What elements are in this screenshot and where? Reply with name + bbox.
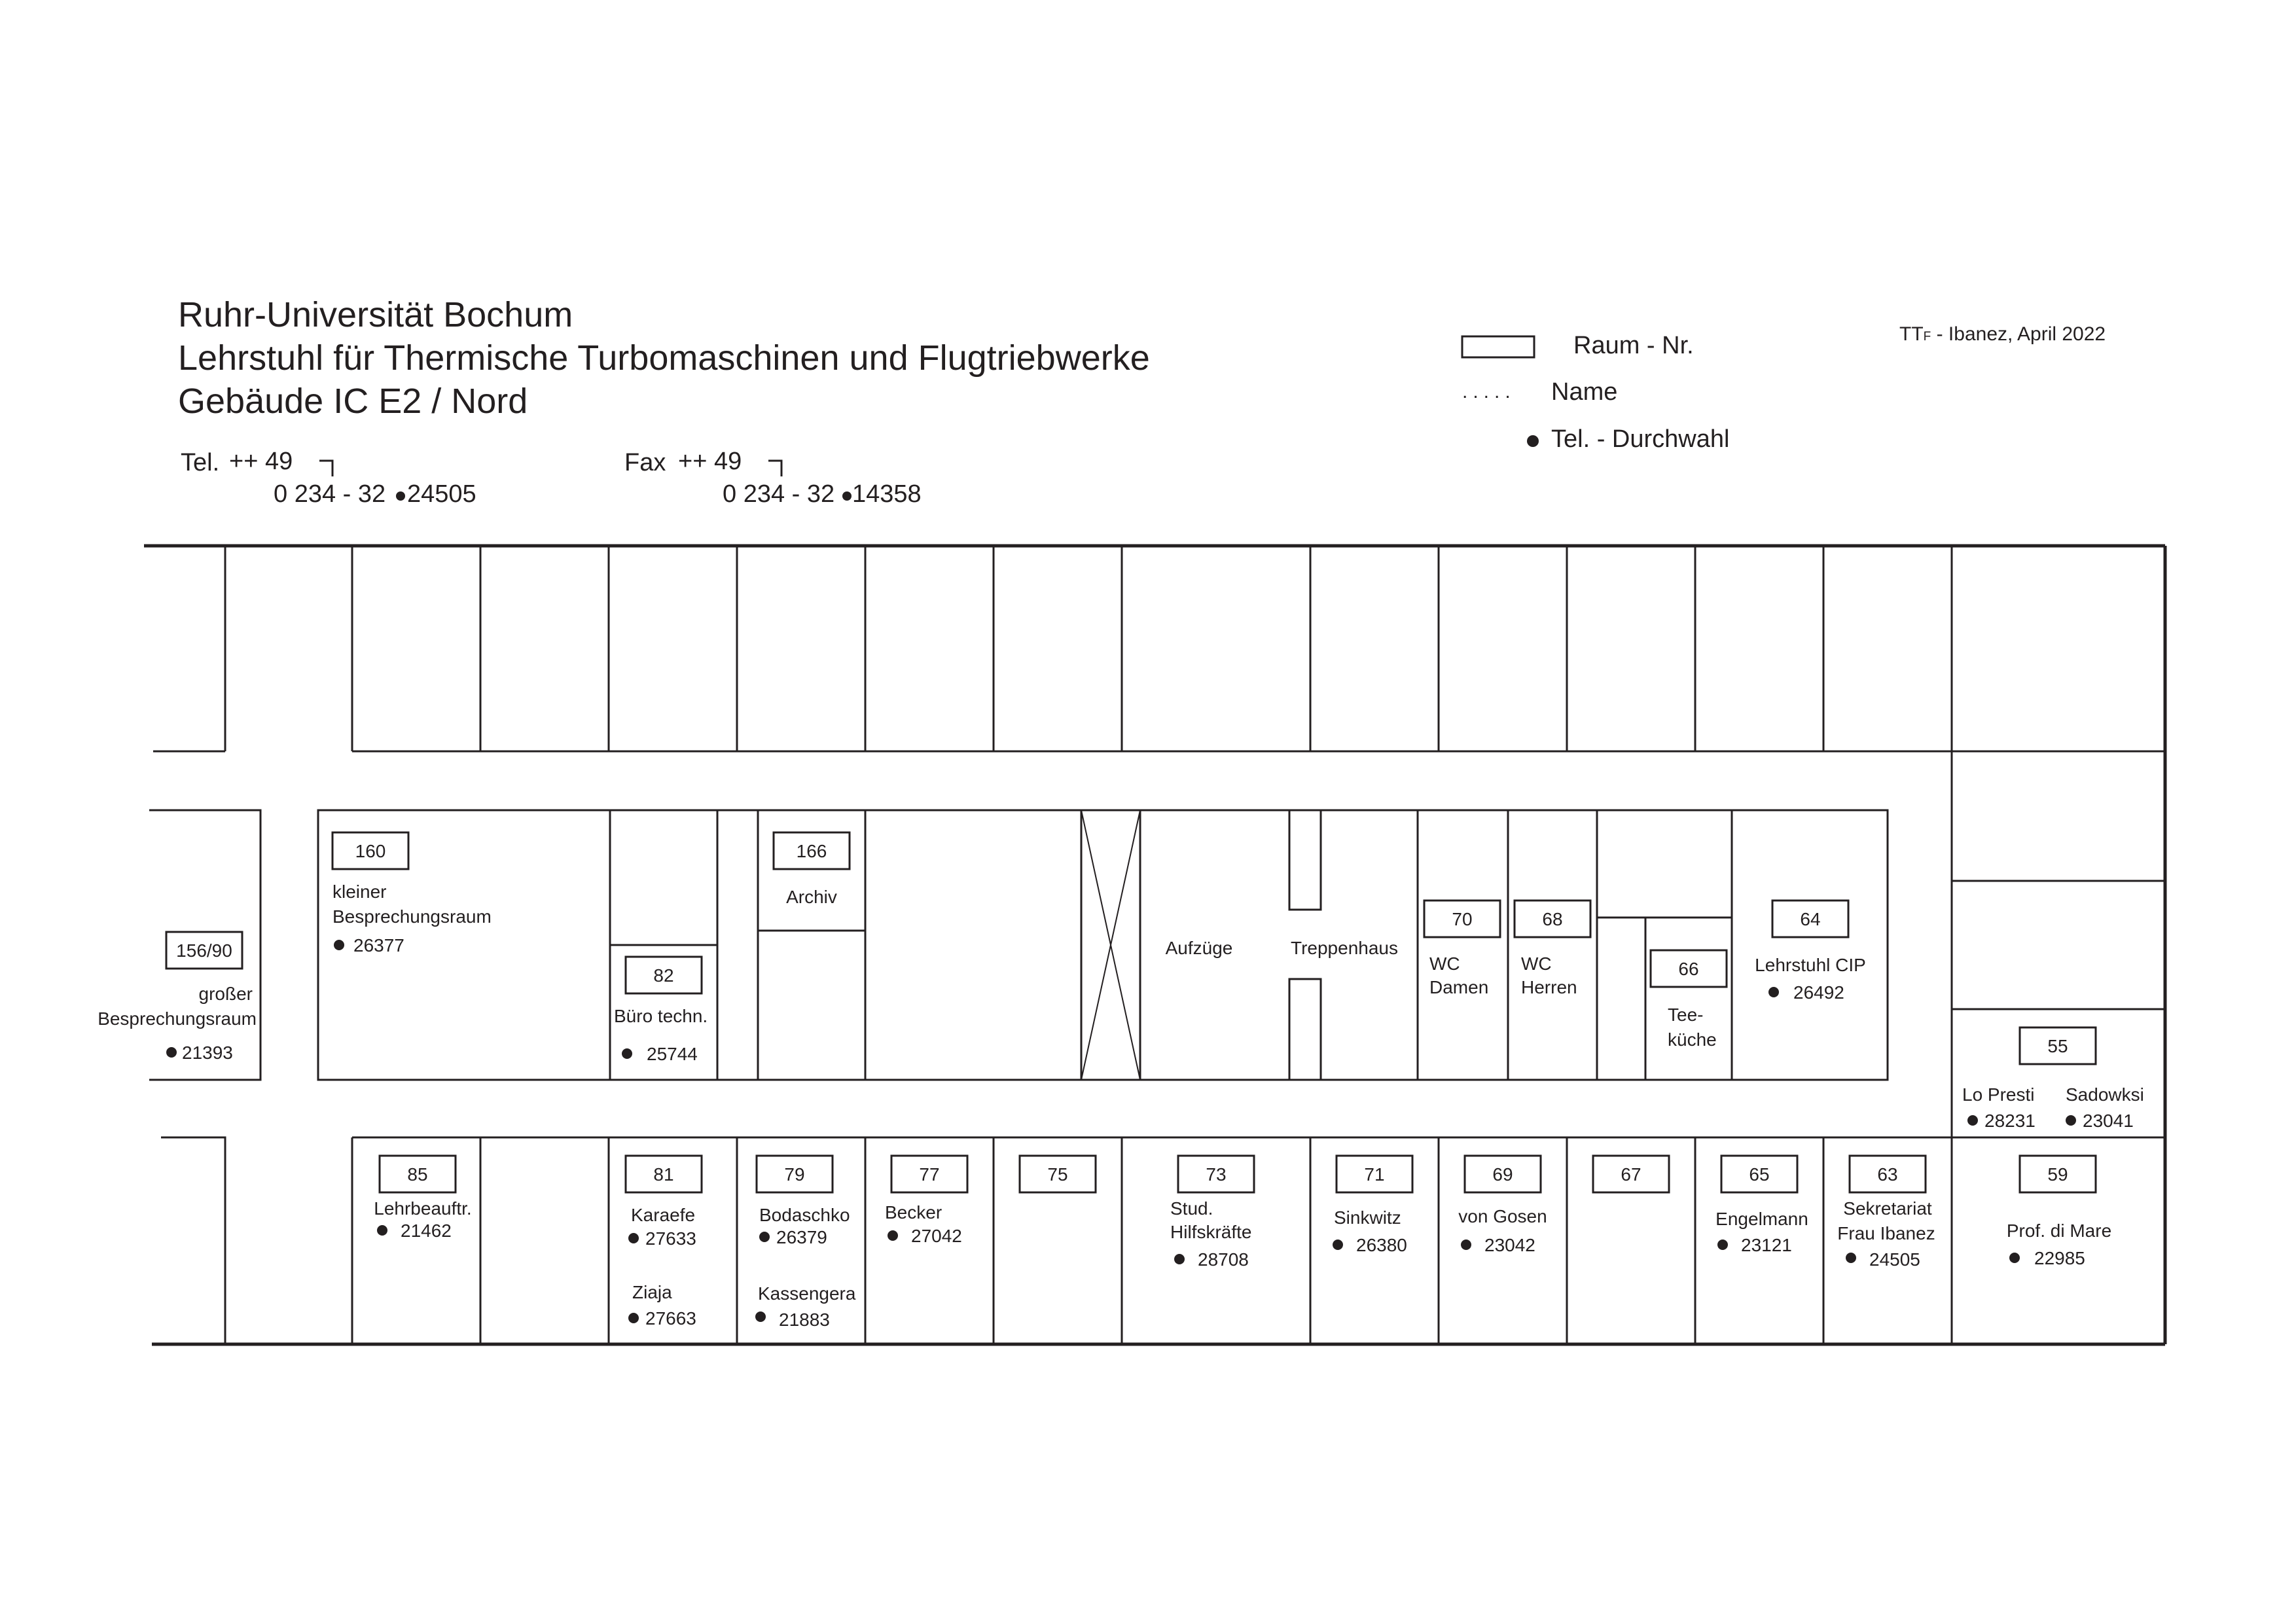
room-55-ext2: 23041 (2083, 1111, 2134, 1131)
tel-extension: 24505 (407, 480, 476, 508)
room-number-66: 66 (1678, 959, 1699, 979)
room-85-line1: Lehrbeauftr. (374, 1198, 472, 1219)
room-65-ext: 23121 (1741, 1235, 1792, 1255)
room-65-line1: Engelmann (1715, 1209, 1808, 1229)
fax-bullet (842, 491, 852, 501)
room-79-ext2: 21883 (779, 1310, 830, 1330)
room-85-ext: 21462 (401, 1221, 452, 1241)
legend-name-label: Name (1551, 378, 1618, 406)
room-156-90-line1: großer (198, 984, 253, 1004)
fax-prefix: ++ 49 (678, 448, 742, 475)
room-number-70: 70 (1452, 909, 1473, 929)
room-81-line1: Karaefe (631, 1205, 696, 1225)
tel-prefix: ++ 49 (229, 448, 293, 475)
tel-label: Tel. (181, 449, 220, 476)
elevators-label: Aufzüge (1165, 938, 1233, 958)
room-63-line2: Frau Ibanez (1837, 1223, 1935, 1243)
room-number-68: 68 (1542, 909, 1563, 929)
room-68-line2: Herren (1521, 977, 1577, 997)
room-59-line1: Prof. di Mare (2006, 1221, 2112, 1241)
room-79-ext1: 26379 (776, 1227, 827, 1247)
credit-f: F (1923, 330, 1931, 344)
room-55-ext1: 28231 (1984, 1111, 2036, 1131)
stair-rail-top (1289, 810, 1321, 910)
credit-tt: TT (1899, 323, 1924, 345)
room-number-82: 82 (653, 965, 674, 986)
room-71-line1: Sinkwitz (1334, 1207, 1401, 1228)
room-number-77: 77 (919, 1164, 940, 1185)
room-71-ext: 26380 (1356, 1235, 1407, 1255)
room-number-71: 71 (1364, 1164, 1385, 1185)
room-59-ext: 22985 (2034, 1248, 2085, 1268)
stair-rail-bottom (1289, 979, 1321, 1080)
fax-label: Fax (624, 449, 666, 476)
room-63-ext: 24505 (1869, 1249, 1920, 1270)
room-73-ext: 28708 (1198, 1249, 1249, 1270)
room-number-63: 63 (1877, 1164, 1898, 1185)
room-69-ext: 23042 (1484, 1235, 1535, 1255)
room-number-55: 55 (2047, 1036, 2068, 1056)
legend-phone-label: Tel. - Durchwahl (1551, 425, 1730, 453)
room-66-line2: küche (1668, 1029, 1717, 1050)
room-79-line1: Bodaschko (759, 1205, 850, 1225)
room-156-90-line2: Besprechungsraum (98, 1008, 257, 1029)
room-number-75: 75 (1047, 1164, 1068, 1185)
room-70-line1: WC (1429, 954, 1460, 974)
room-66-line1: Tee- (1668, 1005, 1704, 1025)
room-68-line1: WC (1521, 954, 1552, 974)
room-number-65: 65 (1749, 1164, 1770, 1185)
tel-corner-marker (319, 461, 332, 476)
fax-extension: 14358 (852, 480, 922, 508)
stairwell-label: Treppenhaus (1291, 938, 1398, 958)
room-77-ext: 27042 (911, 1226, 962, 1246)
legend-room-box (1462, 336, 1534, 357)
chair-name: Lehrstuhl für Thermische Turbomaschinen und Flugtriebwerke (178, 338, 1150, 378)
room-82-ext: 25744 (647, 1044, 698, 1064)
room-number-160: 160 (355, 841, 386, 861)
legend-room-label: Raum - Nr. (1573, 332, 1694, 359)
tel-number: 0 234 - 32 (274, 480, 386, 508)
room-73-line2: Hilfskräfte (1170, 1222, 1252, 1242)
room-number-166: 166 (796, 841, 827, 861)
room-160-line2: Besprechungsraum (332, 906, 492, 927)
room-160-line1: kleiner (332, 882, 387, 902)
room-69-line1: von Gosen (1458, 1206, 1547, 1226)
room-81-line2: Ziaja (632, 1282, 672, 1302)
room-73-line1: Stud. (1170, 1198, 1213, 1219)
room-number-85: 85 (407, 1164, 428, 1185)
room-79-line2: Kassengera (758, 1283, 856, 1304)
room-64-line1: Lehrstuhl CIP (1755, 955, 1866, 975)
building-name: Gebäude IC E2 / Nord (178, 382, 528, 421)
room-63-line1: Sekretariat (1843, 1198, 1932, 1219)
room-82-line1: Büro techn. (614, 1006, 708, 1026)
room-77-line1: Becker (885, 1202, 942, 1222)
room-number-156-90: 156/90 (176, 940, 232, 961)
plan-walls (144, 336, 2165, 1344)
room-70-line2: Damen (1429, 977, 1489, 997)
room-number-73: 73 (1206, 1164, 1227, 1185)
room-81-ext2: 27663 (645, 1308, 696, 1329)
room-number-59: 59 (2047, 1164, 2068, 1185)
room-166-line1: Archiv (786, 887, 837, 907)
room-number-64: 64 (1800, 909, 1821, 929)
legend-name-dots: ..... (1462, 381, 1516, 402)
legend-bullet (1527, 435, 1539, 447)
fax-number: 0 234 - 32 (723, 480, 835, 508)
room-64-ext: 26492 (1793, 982, 1844, 1003)
room-number-79: 79 (784, 1164, 805, 1185)
credit-rest: - Ibanez, April 2022 (1931, 323, 2106, 345)
fax-corner-marker (768, 461, 781, 476)
room-number-67: 67 (1621, 1164, 1641, 1185)
room-number-81: 81 (653, 1164, 674, 1185)
tel-bullet (396, 491, 405, 501)
university-name: Ruhr-Universität Bochum (178, 295, 573, 334)
room-number-69: 69 (1492, 1164, 1513, 1185)
room-81-ext1: 27633 (645, 1228, 696, 1249)
room-156-90-ext: 21393 (182, 1043, 233, 1063)
room-160-ext: 26377 (353, 935, 404, 955)
room-55-line1: Lo Presti (1962, 1084, 2035, 1105)
room-55-line2: Sadowksi (2066, 1084, 2144, 1105)
